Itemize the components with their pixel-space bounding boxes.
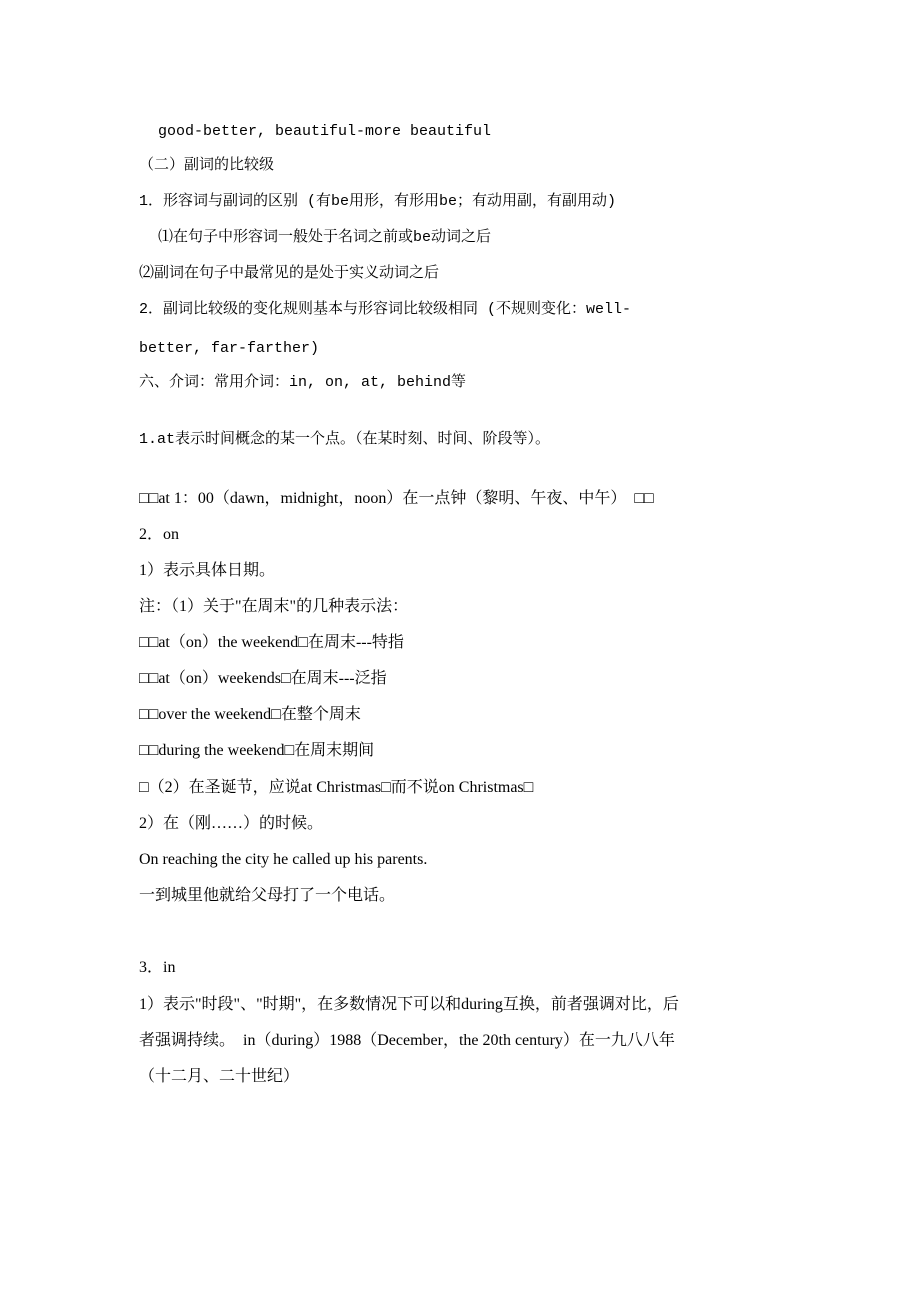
text-line-12: 1）表示具体日期。 — [139, 562, 276, 579]
subheading-on: 2．on — [139, 526, 180, 543]
subheading-in: 3．in — [139, 959, 176, 976]
text-line-23: 1）表示"时段"、"时期"，在多数情况下可以和during互换，前者强调对比，后 — [139, 996, 679, 1013]
section-heading-prepositions: 六、介词：常用介词：in, on, at, behind等 — [139, 374, 467, 391]
text-line-14: □□at（on）the weekend□在周末---特指 — [139, 634, 404, 651]
text-line-25: （十二月、二十世纪） — [139, 1068, 300, 1085]
text-line-17: □□during the weekend□在周末期间 — [139, 742, 375, 759]
text-line-5: ⑵副词在句子中最常见的是处于实义动词之后 — [139, 265, 440, 282]
text-line-7: better, far-farther) — [139, 340, 320, 357]
text-line-20: On reaching the city he called up his parents. — [139, 851, 428, 868]
section-heading-adverb-comparative: （二）副词的比较级 — [139, 157, 275, 174]
text-line-6: 2．副词比较级的变化规则基本与形容词比较级相同 (不规则变化：well- — [139, 301, 632, 318]
text-line-9: 1.at表示时间概念的某一个点。（在某时刻、时间、阶段等）。 — [139, 431, 551, 448]
text-line-13: 注：（1）关于"在周末"的几种表示法： — [139, 598, 409, 615]
text-line-16: □□over the weekend□在整个周末 — [139, 706, 361, 723]
text-line-10: □□at 1：00（dawn，midnight，noon）在一点钟（黎明、午夜、中午） □□ — [139, 490, 654, 507]
text-line-18: □（2）在圣诞节，应说at Christmas□而不说on Christmas□ — [139, 779, 534, 796]
text-line-24: 者强调持续。 in（during）1988（December，the 20th century）在一九八八年 — [139, 1032, 675, 1049]
text-line-3: 1．形容词与副词的区别 (有be用形，有形用be；有动用副，有副用动) — [139, 193, 617, 210]
text-line-19: 2）在（刚……）的时候。 — [139, 815, 324, 832]
text-line-15: □□at（on）weekends□在周末---泛指 — [139, 670, 387, 687]
text-line-4: ⑴在句子中形容词一般处于名词之前或be动词之后 — [158, 229, 492, 246]
text-line-21: 一到城里他就给父母打了一个电话。 — [139, 887, 396, 904]
text-line-1: good-better, beautiful-more beautiful — [158, 123, 492, 140]
